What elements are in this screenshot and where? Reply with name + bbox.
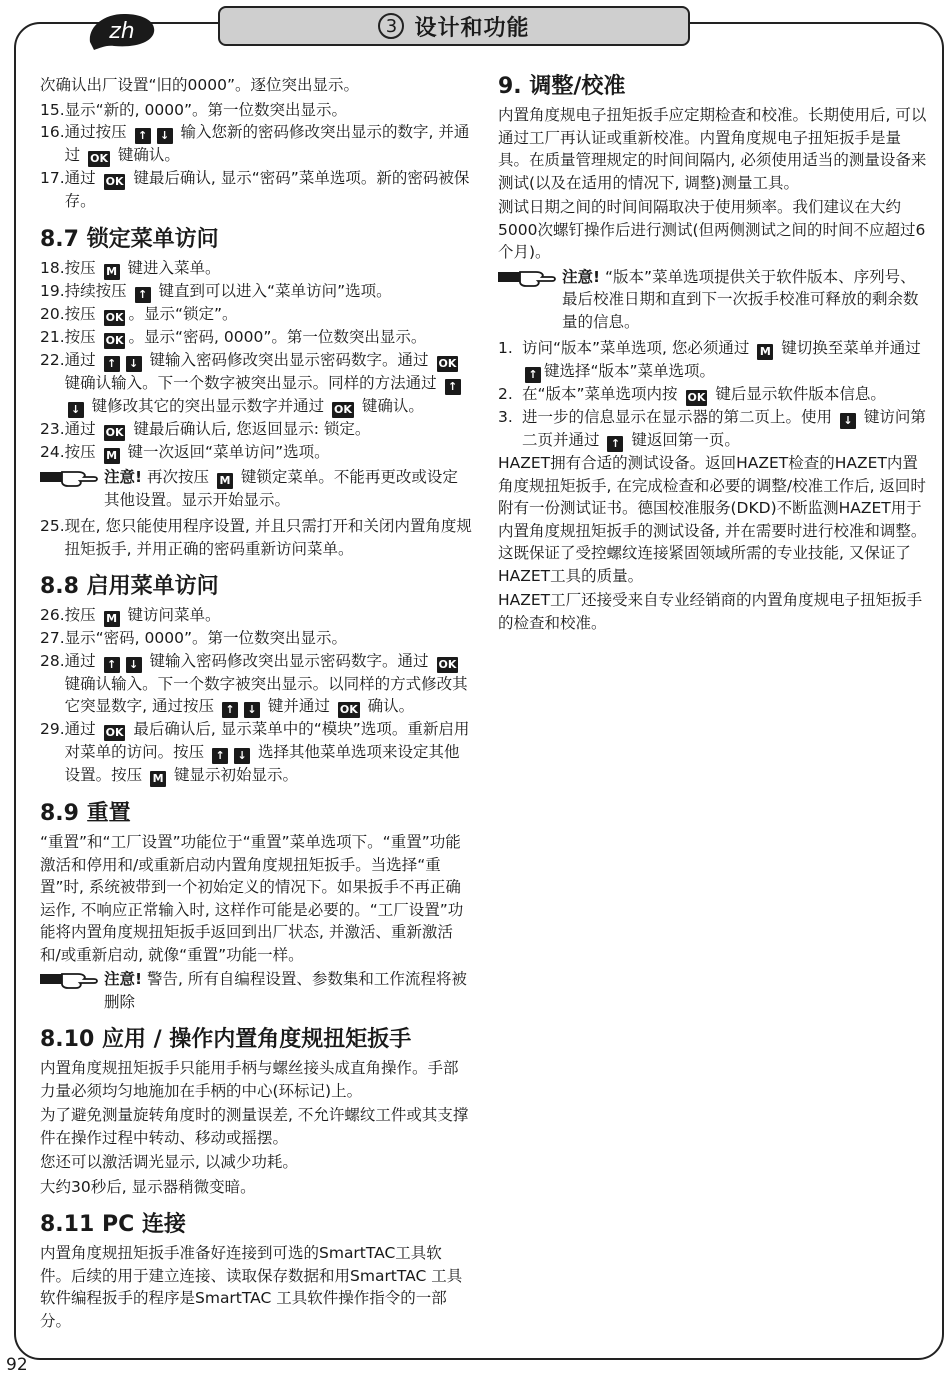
down-key-icon: ↓: [126, 356, 142, 372]
chapter-title: 设计和功能: [414, 15, 530, 41]
up-key-icon: ↑: [222, 702, 238, 718]
down-key-icon: ↓: [840, 413, 856, 429]
page-number: 92: [6, 1355, 28, 1375]
left-column: [40, 74, 472, 1334]
pointing-hand-icon: [498, 266, 562, 288]
section-heading-9: 9. 调整/校准: [498, 74, 626, 99]
list-item: 3. 进一步的信息显示在显示器的第二页上。使用 ↓ 键访问第二页并通过 ↑ 键返回第一页。: [498, 408, 926, 450]
chapter-header: [218, 6, 690, 46]
section-heading-8-7: 8.7 锁定菜单访问: [40, 226, 219, 252]
note-box: 注意! 警告, 所有自编程设置、参数集和工作流程将被删除: [40, 968, 472, 1013]
paragraph: HAZET拥有合适的测试设备。返回HAZET检查的HAZET内置角度规扭矩扳手, 在完成检查和必要的调整/校准工作后, 返回时附有一份测试证书。德国校准服务(DKD)不断监测HAZET用于内置角度规扭矩扳手的测试设备, 并在需要时进行校准和调整。这既保证了受控螺纹连接紧固领域所需的专业技能, 又保证了HAZET工具的质量。: [498, 454, 927, 585]
list-item: 16. 通过按压 ↑ ↓ 输入您新的密码修改突出显示的数字, 并通过 OK 键确认。: [40, 123, 470, 165]
list-item: 18. 按压 M 键进入菜单。: [40, 258, 221, 278]
menu-key-icon: M: [217, 473, 233, 489]
note-label: 注意!: [104, 970, 143, 988]
intro-text: 次确认出厂设置“旧的0000”。逐位突出显示。: [40, 76, 360, 94]
list-item: 22. 通过 ↑ ↓ 键输入密码修改突出显示密码数字。通过 OK 键确认输入。下一个数字被突出显示。同样的方法通过 ↑↓ 键修改其它的突出显示数字并通过 OK 键确认。: [40, 349, 472, 418]
pointing-hand-icon: [40, 466, 104, 488]
note-label: 注意!: [562, 267, 601, 286]
ok-key-icon: OK: [687, 391, 706, 404]
ok-key-icon: OK: [105, 726, 124, 739]
down-key-icon: ↓: [234, 748, 250, 764]
list-item: 21. 按压 OK 。显示“密码, 0000”。第一位数突出显示。: [40, 327, 427, 347]
pointing-hand-icon: [40, 968, 104, 990]
note-box: 注意! “版本”菜单选项提供关于软件版本、序列号、最后校准日期和直到下一次扳手校准可释放的剩余数量的信息。: [498, 266, 930, 334]
ok-key-icon: OK: [339, 703, 358, 716]
ok-key-icon: OK: [90, 152, 108, 165]
menu-key-icon: M: [104, 264, 120, 280]
section-heading-8-11: 8.11 PC 连接: [40, 1212, 186, 1237]
menu-key-icon: M: [757, 344, 773, 360]
section-heading-8-10: 8.10 应用 / 操作内置角度规扭矩扳手: [40, 1027, 412, 1052]
up-key-icon: ↑: [104, 657, 120, 673]
down-key-icon: ↓: [157, 128, 173, 144]
up-key-icon: ↑: [135, 287, 151, 303]
list-item: 20. 按压 OK 。显示“锁定”。: [40, 304, 238, 324]
down-key-icon: ↓: [68, 402, 84, 418]
menu-key-icon: M: [104, 448, 120, 464]
up-key-icon: ↑: [212, 748, 228, 764]
up-key-icon: ↑: [525, 367, 541, 383]
down-key-icon: ↓: [244, 702, 260, 718]
up-key-icon: ↑: [607, 436, 623, 452]
list-item: 2. 在“版本”菜单选项内按 OK 键后显示软件版本信息。: [498, 385, 886, 404]
list-item: 19. 持续按压 ↑ 键直到可以进入“菜单访问”选项。: [40, 281, 392, 301]
up-key-icon: ↑: [445, 379, 461, 395]
paragraph: 内置角度规扭矩扳手只能用手柄与螺丝接头成直角操作。手部力量必须均匀地施加在手柄的中心(环标记)上。: [40, 1059, 459, 1100]
up-key-icon: ↑: [104, 356, 120, 372]
list-item: 24. 按压 M 键一次返回“菜单访问”选项。: [40, 442, 330, 462]
language-code: zh: [109, 19, 135, 44]
note-box: 注意! 再次按压 M 键锁定菜单。不能再更改或设定其他设置。显示开始显示。: [40, 466, 472, 512]
list-item: 26. 按压 M 键访问菜单。: [40, 606, 221, 625]
ok-key-icon: OK: [105, 333, 124, 347]
ok-key-icon: OK: [438, 657, 457, 671]
language-badge: [84, 10, 158, 50]
section-heading-8-9: 8.9 重置: [40, 801, 131, 826]
paragraph: HAZET工厂还接受来自专业经销商的内置角度规电子扭矩扳手的检查和校准。: [498, 591, 923, 632]
note-label: 注意!: [104, 467, 143, 486]
section-heading-8-8: 8.8 启用菜单访问: [40, 574, 219, 599]
paragraph: 内置角度规电子扭矩扳手应定期检查和校准。长期使用后, 可以通过工厂再认证或重新校准。内置角度规电子扭矩扳手是量具。在质量管理规定的时间间隔内, 必须使用适当的测量设备来测试(以及在适用的情况下, 调整)测量工具。: [498, 106, 927, 192]
paragraph: 为了避免测量旋转角度时的测量误差, 不允许螺纹工件或其支撑件在操作过程中转动、移动或摇摆。: [40, 1106, 469, 1147]
ok-key-icon: OK: [105, 310, 124, 324]
list-item: 15. 显示“新的, 0000”。第一位数突出显示。: [40, 100, 348, 119]
paragraph: 测试日期之间的时间间隔取决于使用频率。我们建议在大约5000次螺钉操作后进行测试(但两侧测试之间的时间不应超过6个月)。: [498, 198, 926, 261]
paragraph: 您还可以激活调光显示, 以减少功耗。: [40, 1153, 298, 1171]
list-item: 1. 访问“版本”菜单选项, 您必须通过 M 键切换至菜单并通过 ↑ 键选择“版本”菜单选项。: [498, 339, 921, 381]
paragraph: 大约30秒后, 显示器稍微变暗。: [40, 1177, 256, 1196]
down-key-icon: ↓: [126, 657, 142, 673]
menu-key-icon: M: [150, 771, 166, 787]
chapter-number: 3: [378, 13, 404, 39]
list-item: 27. 显示“密码, 0000”。第一位数突出显示。: [40, 629, 348, 647]
list-item: 23. 通过 OK 键最后确认后, 您返回显示: 锁定。: [40, 419, 371, 439]
ok-key-icon: OK: [105, 175, 124, 188]
paragraph: “重置”和“工厂设置”功能位于“重置”菜单选项下。“重置”功能激活和停用和/或重新启动内置角度规扭矩扳手。当选择“重置”时, 系统被带到一个初始定义的情况下。如果扳手不再正确运作, 不响应正常输入时, 这样作可能是必要的。“工厂设置”功能将内置角度规扭矩扳手返回到出厂状态, 并激活、重新激活和/或重新启动, 就像“重置”功能一样。: [40, 833, 464, 964]
menu-key-icon: M: [104, 611, 120, 627]
list-item: 25. 现在, 您只能使用程序设置, 并且只需打开和关闭内置角度规扭矩扳手, 并用正确的密码重新访问菜单。: [40, 517, 472, 558]
up-key-icon: ↑: [135, 128, 151, 144]
list-item: 28. 通过 ↑ ↓ 键输入密码修改突出显示密码数字。通过 OK 键确认输入。下一个数字被突出显示。以同样的方式修改其它突显数字, 通过按压 ↑ ↓ 键并通过 OK 确认。: [40, 651, 468, 716]
right-column: [498, 74, 930, 636]
ok-key-icon: OK: [105, 425, 124, 439]
ok-key-icon: OK: [438, 356, 457, 370]
list-item: 17. 通过 OK 键最后确认, 显示“密码”菜单选项。新的密码被保存。: [40, 169, 470, 210]
ok-key-icon: OK: [334, 402, 352, 416]
paragraph: 内置角度规扭矩扳手准备好连接到可选的SmartTAC工具软件。后续的用于建立连接、读取保存数据和用SmartTAC 工具软件编程扳手的程序是SmartTAC 工具软件操作指令的一部分。: [40, 1244, 463, 1330]
list-item: 29. 通过 OK 最后确认后, 显示菜单中的“模块”选项。重新启用对菜单的访问。按压 ↑ ↓ 选择其他菜单选项来设定其他设置。按压 M 键显示初始显示。: [40, 720, 470, 785]
